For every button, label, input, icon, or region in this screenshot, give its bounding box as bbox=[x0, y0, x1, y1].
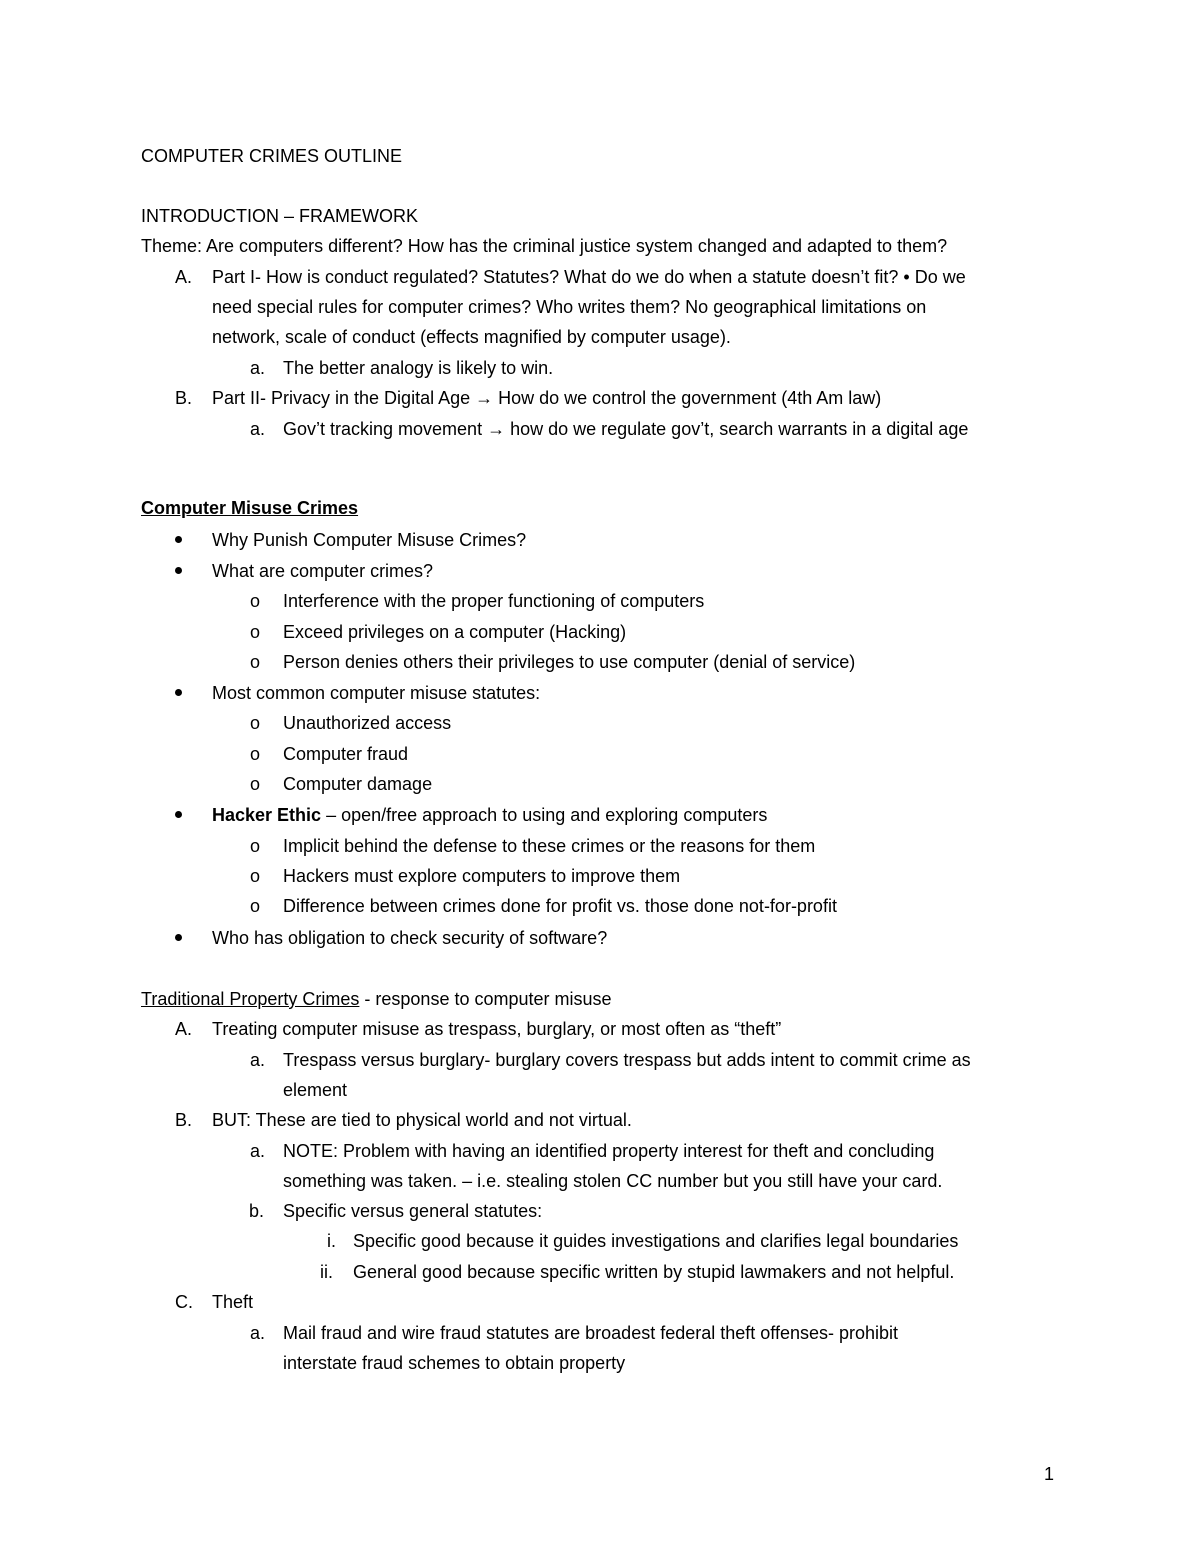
intro-b-text: Part II- Privacy in the Digital Age → How do we control the government (4th Am law) bbox=[212, 388, 882, 408]
property-b-a-line1: NOTE: Problem with having an identified property interest for theft and concluding bbox=[283, 1141, 935, 1161]
sub-bullet-marker: o bbox=[250, 774, 261, 794]
property-c-a-marker: a. bbox=[250, 1323, 266, 1343]
misuse-heading: Computer Misuse Crimes bbox=[141, 498, 359, 518]
misuse-bullet-2-sub-2: Exceed privileges on a computer (Hacking) bbox=[283, 622, 627, 642]
sub-bullet-marker: o bbox=[250, 744, 261, 764]
sub-bullet-marker: o bbox=[250, 652, 261, 672]
bullet-dot-icon bbox=[175, 536, 182, 543]
misuse-bullet-4 bbox=[212, 804, 767, 826]
intro-a-a-text: The better analogy is likely to win. bbox=[283, 358, 554, 378]
intro-a-marker: A. bbox=[175, 267, 193, 287]
intro-heading: INTRODUCTION – FRAMEWORK bbox=[141, 206, 418, 226]
page-number: 1 bbox=[1044, 1464, 1055, 1484]
property-b-b-ii-text: General good because specific written by stupid lawmakers and not helpful. bbox=[353, 1262, 955, 1282]
hacker-ethic-term: Hacker Ethic bbox=[212, 805, 322, 825]
misuse-bullet-3: Most common computer misuse statutes: bbox=[212, 683, 541, 703]
property-a-a-line1: Trespass versus burglary- burglary covers trespass but adds intent to commit crime as bbox=[283, 1050, 971, 1070]
bullet-dot-icon bbox=[175, 689, 182, 696]
property-c-a-line1: Mail fraud and wire fraud statutes are broadest federal theft offenses- prohibit bbox=[283, 1323, 899, 1343]
intro-a-line1: Part I- How is conduct regulated? Statutes? What do we do when a statute doesn’t fit? • Do we bbox=[212, 267, 966, 287]
property-a-text: Treating computer misuse as trespass, burglary, or most often as “theft” bbox=[212, 1019, 782, 1039]
bullet-dot-icon bbox=[175, 811, 182, 818]
property-b-b-text: Specific versus general statutes: bbox=[283, 1201, 543, 1221]
misuse-bullet-2: What are computer crimes? bbox=[212, 561, 434, 581]
hacker-ethic-definition: – open/free approach to using and exploring computers bbox=[321, 805, 768, 825]
sub-bullet-marker: o bbox=[250, 896, 261, 916]
misuse-bullet-1: Why Punish Computer Misuse Crimes? bbox=[212, 530, 527, 550]
misuse-bullet-4-sub-3: Difference between crimes done for profit vs. those done not-for-profit bbox=[283, 896, 837, 916]
misuse-bullet-4-sub-1: Implicit behind the defense to these crimes or the reasons for them bbox=[283, 836, 816, 856]
property-a-a-line2: element bbox=[283, 1080, 348, 1100]
intro-b-a-text: Gov’t tracking movement → how do we regulate gov’t, search warrants in a digital age bbox=[283, 419, 969, 439]
sub-bullet-marker: o bbox=[250, 591, 261, 611]
intro-a-a-marker: a. bbox=[250, 358, 266, 378]
sub-bullet-marker: o bbox=[250, 866, 261, 886]
sub-bullet-marker: o bbox=[250, 836, 261, 856]
property-b-a-line2: something was taken. – i.e. stealing stolen CC number but you still have your card. bbox=[283, 1171, 943, 1191]
misuse-bullet-3-sub-1: Unauthorized access bbox=[283, 713, 452, 733]
property-a-a-marker: a. bbox=[250, 1050, 266, 1070]
misuse-bullet-3-sub-2: Computer fraud bbox=[283, 744, 409, 764]
property-c-marker: C. bbox=[175, 1292, 193, 1312]
misuse-bullet-5: Who has obligation to check security of software? bbox=[212, 928, 608, 948]
intro-b-marker: B. bbox=[175, 388, 193, 408]
misuse-bullet-4-sub-2: Hackers must explore computers to improve them bbox=[283, 866, 681, 886]
intro-a-line3: network, scale of conduct (effects magnified by computer usage). bbox=[212, 327, 731, 347]
property-c-text: Theft bbox=[212, 1292, 254, 1312]
property-b-b-ii-marker: ii. bbox=[320, 1262, 333, 1282]
property-heading bbox=[141, 988, 612, 1010]
property-heading-title: Traditional Property Crimes bbox=[141, 989, 360, 1009]
sub-bullet-marker: o bbox=[250, 713, 261, 733]
intro-a-line2: need special rules for computer crimes? Who writes them? No geographical limitations on bbox=[212, 297, 927, 317]
property-b-marker: B. bbox=[175, 1110, 193, 1130]
document-title: COMPUTER CRIMES OUTLINE bbox=[141, 146, 403, 166]
property-c-a-line2: interstate fraud schemes to obtain property bbox=[283, 1353, 626, 1373]
property-a-marker: A. bbox=[175, 1019, 193, 1039]
property-b-b-i-text: Specific good because it guides investigations and clarifies legal boundaries bbox=[353, 1231, 959, 1251]
property-b-b-i-marker: i. bbox=[327, 1231, 336, 1251]
misuse-bullet-2-sub-3: Person denies others their privileges to use computer (denial of service) bbox=[283, 652, 856, 672]
property-b-text: BUT: These are tied to physical world and not virtual. bbox=[212, 1110, 632, 1130]
property-b-a-marker: a. bbox=[250, 1141, 266, 1161]
intro-theme: Theme: Are computers different? How has the criminal justice system changed and adapted to them? bbox=[141, 236, 948, 256]
bullet-dot-icon bbox=[175, 567, 182, 574]
intro-b-a-marker: a. bbox=[250, 419, 266, 439]
property-b-b-marker: b. bbox=[249, 1201, 265, 1221]
sub-bullet-marker: o bbox=[250, 622, 261, 642]
misuse-bullet-2-sub-1: Interference with the proper functioning of computers bbox=[283, 591, 705, 611]
property-heading-subtitle: - response to computer misuse bbox=[359, 989, 612, 1009]
bullet-dot-icon bbox=[175, 934, 182, 941]
misuse-bullet-3-sub-3: Computer damage bbox=[283, 774, 433, 794]
